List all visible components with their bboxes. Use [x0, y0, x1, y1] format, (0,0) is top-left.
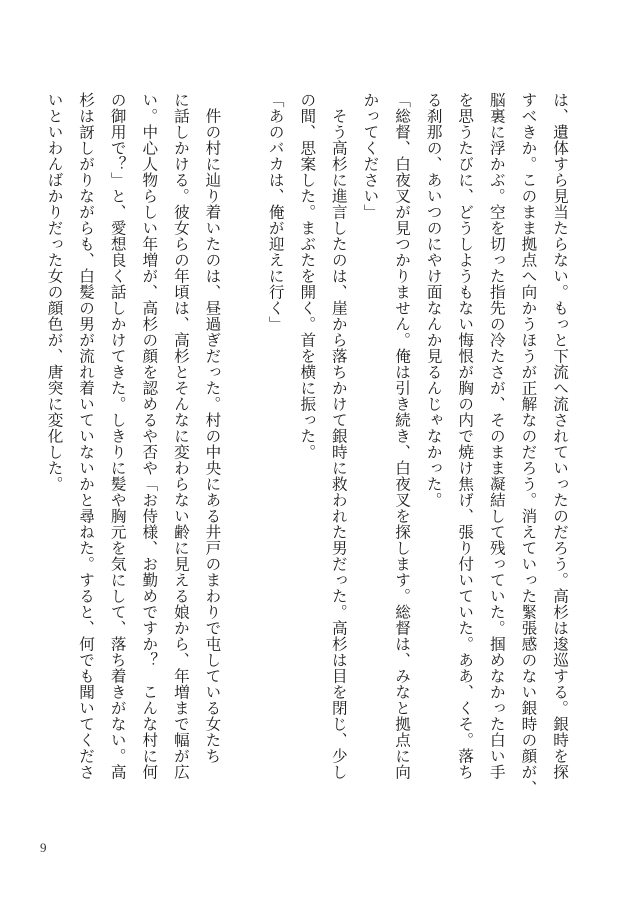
text-line: いといわんばかりだった女の顔色が、唐突に変化した。 [45, 92, 64, 492]
section-break [227, 92, 259, 812]
dialogue-line: 「総督、白夜叉が見つかりません。俺は引き続き、白夜叉を探します。総督は、みなと拠点に向 [393, 92, 412, 780]
text-line: の御用で？」と、愛想良く話しかけてきた。しきりに髪や胸元を気にして、落ち着きがない。高 [108, 92, 127, 780]
text-line: い。中心人物らしい年増が、高杉の顔を認めるや否や「お侍様、お勤めですか？ こんな村に何 [140, 92, 159, 780]
text-line: 件の村に辿り着いたのは、昼過ぎだった。村の中央にある井戸のまわりで屯している女たち [203, 92, 222, 764]
text-line: は、遺体すら見当たらない。もっと下流へ流されていったのだろう。高杉は逡巡する。銀時を探 [551, 92, 569, 780]
text-line: る刹那の、あいつのにやけ面なんか見るんじゃなかった。 [424, 92, 443, 508]
text-line: すべきか。このまま拠点へ向かうほうが正解なのだろう。消えていった緊張感のない銀時の顔が、 [519, 92, 538, 796]
text-line: の間、思案した。まぶたを開く。首を横に振った。 [298, 92, 317, 460]
text-line: に話しかける。彼女らの年頃は、高杉とそんなに変わらない齢に見える娘から、年増まで幅が広 [171, 92, 190, 780]
dialogue-line: 「あのバカは、俺が迎えに行く」 [266, 92, 285, 332]
text-line: 脳裏に浮かぶ。空を切った指先の冷たさが、そのまま凝結して残っていた。掴めなかった白い手 [487, 92, 506, 780]
text-line: を思うたびに、どうしようもない悔恨が胸の内で焼け焦げ、張り付いていた。ああ、くそ。落ち [456, 92, 475, 780]
text-line: そう高杉に進言したのは、崖から落ちかけて銀時に救われた男だった。高杉は目を閉じ、少し [329, 92, 348, 780]
page-number: 9 [40, 840, 47, 855]
vertical-text-body [38, 92, 575, 812]
text-line: 杉は訝しがりながらも、白髪の男が流れ着いていないかと尋ねた。すると、何でも聞いてくださ [77, 92, 96, 780]
dialogue-line: かってください」 [361, 92, 380, 220]
